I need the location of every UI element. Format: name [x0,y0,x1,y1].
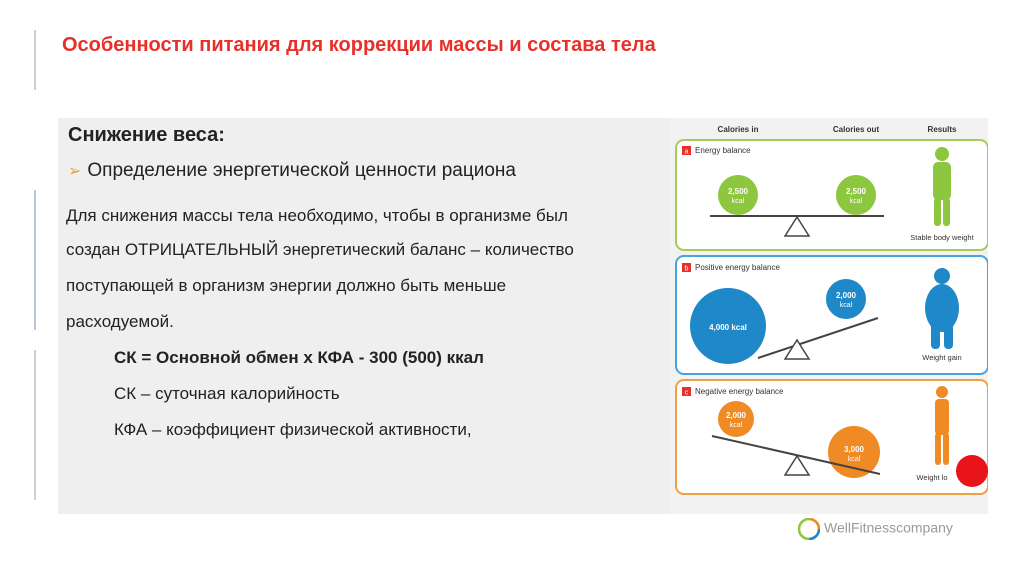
panel-energy-balance [676,140,988,250]
bullet-text: Определение энергетической ценности рациона [87,160,516,181]
definition-sk: СК – суточная калорийность [114,384,340,403]
energy-balance-diagram [670,118,988,514]
calories-in-unit: kcal [731,198,745,205]
calories-in-value: 2,000 [725,411,747,420]
definition-kfa: КФА – коэффициент физической активности, [114,420,472,439]
svg-text:c: c [684,389,689,397]
calories-out-value: 2,500 [845,187,867,196]
panel-label: Negative energy balance [695,387,784,396]
result-label: Stable body weight [910,233,974,242]
footer-brand [798,518,953,540]
calories-in-value: 4,000 kcal [709,323,747,332]
formula: СК = Основной обмен х КФА - 300 (500) ккал [114,348,484,367]
bullet-item [68,160,516,182]
calories-out-value: 2,000 [835,291,857,300]
left-accent-line-3 [34,350,36,500]
paragraph-line: Для снижения массы тела необходимо, чтобы в организме был [66,206,568,225]
section-heading: Снижение веса: [68,124,225,146]
footer-text: WellFitnesscompany [824,519,953,536]
wellfitness-logo-icon [798,518,820,540]
svg-text:a: a [684,148,689,156]
calories-out-unit: kcal [847,456,861,463]
arrow-bullet-icon: ➢ [68,163,82,180]
col-header-results: Results [927,125,957,134]
svg-text:b: b [684,265,689,273]
left-accent-line-2 [34,190,36,330]
red-dot-marker [956,455,988,487]
result-label: Weight lo [916,473,948,482]
calories-out-unit: kcal [839,302,853,309]
calories-out-value: 3,000 [843,445,865,454]
calories-out-unit: kcal [849,198,863,205]
panel-label: Positive energy balance [695,263,780,272]
col-header-calories-out: Calories out [832,125,880,134]
paragraph-line: расходуемой. [66,312,174,331]
slide-title: Особенности питания для коррекции массы и состава тела [62,34,656,56]
calories-in-unit: kcal [729,422,743,429]
panel-label: Energy balance [695,146,751,155]
panel-positive-energy-balance [676,256,988,374]
panel-negative-energy-balance [676,380,988,494]
paragraph-line: создан ОТРИЦАТЕЛЬНЫЙ энергетический баланс – количество [66,240,574,259]
calories-in-value: 2,500 [727,187,749,196]
col-header-calories-in: Calories in [717,125,759,134]
result-label: Weight gain [922,353,962,362]
paragraph-line: поступающей в организм энергии должно быть меньше [66,276,507,295]
left-accent-line [34,30,36,90]
